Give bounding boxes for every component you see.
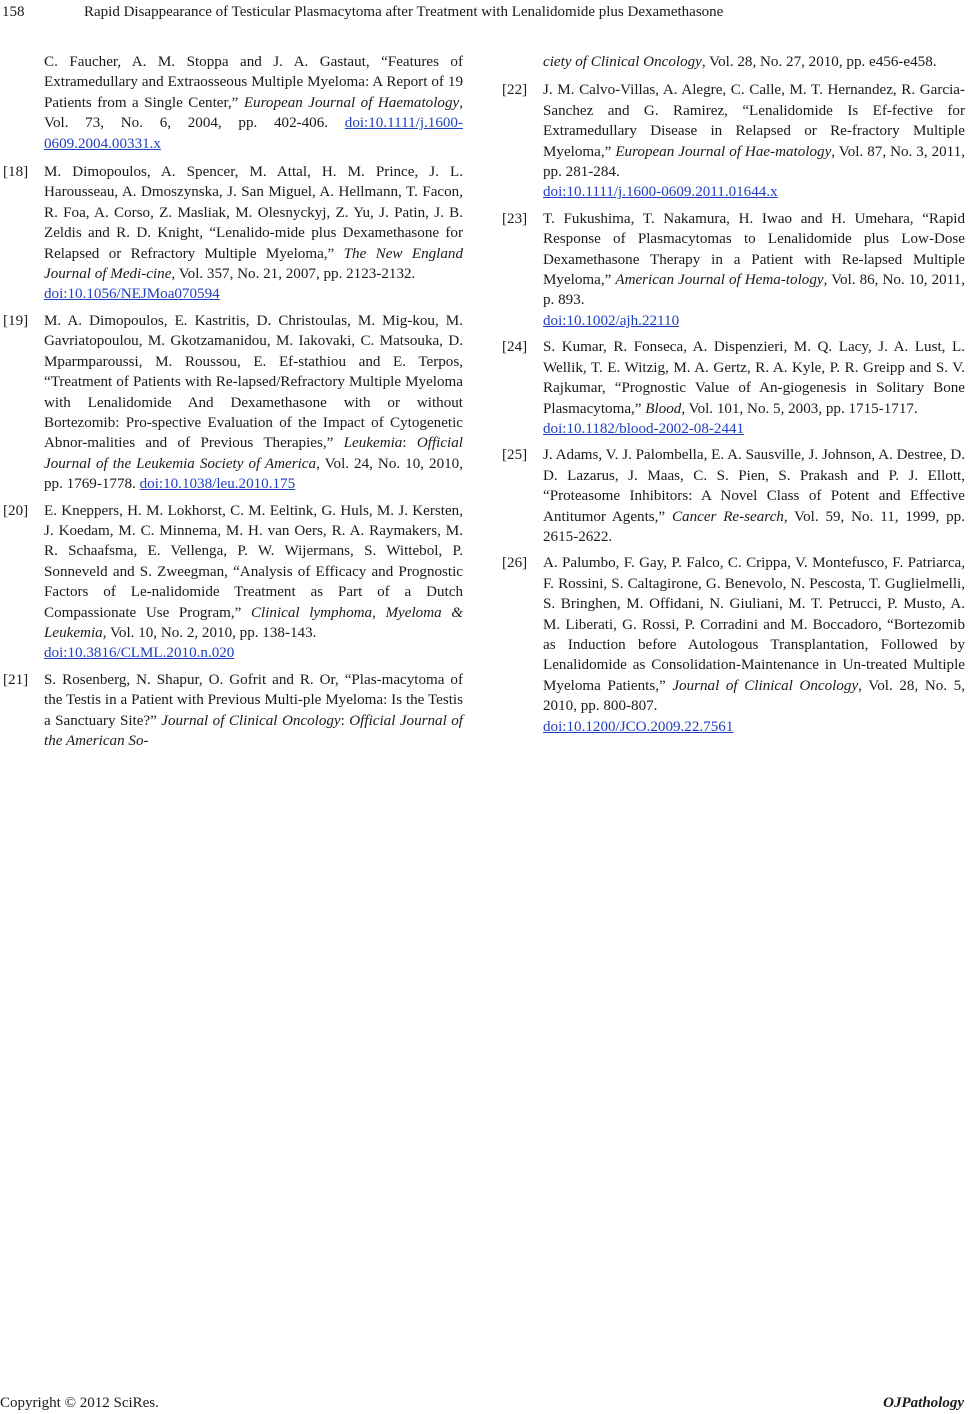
reference-17-continued: C. Faucher, A. M. Stoppa and J. A. Gastaut, “Features of Extramedullary and Extraosseous Multiple Myeloma: A Report of 19 Patients from a Single Center,” European Journal of Haematology, Vol. 73, No. 6, 2004, pp. 402-406. doi:10.1111/j.1600-0609.2004.00331.x	[44, 54, 463, 152]
reference-number: [22]	[502, 82, 528, 99]
copyright-notice: Copyright © 2012 SciRes.	[0, 1395, 159, 1411]
reference-22: [22] J. M. Calvo-Villas, A. Alegre, C. Calle, M. T. Hernandez, R. Garcia-Sanchez and G. Ramirez, “Lenalidomide Is Ef-fective for Extramedullary Disease in Relapsed or Re-fractory Multiple Myeloma,” European Journal of Hae-matology, Vol. 87, No. 3, 2011, pp. 281-284. doi:10.1111/j.1600-0609.2011.01644.x	[502, 82, 965, 201]
right-column	[502, 52, 965, 743]
reference-24: [24] S. Kumar, R. Fonseca, A. Dispenzieri, M. Q. Lacy, J. A. Lust, L. Wellik, T. E. Witzig, M. A. Gertz, R. A. Kyle, P. R. Greipp and S. V. Rajkumar, “Prognostic Value of An-giogenesis in Solitary Bone Plasmacytoma,” Blood, Vol. 101, No. 5, 2003, pp. 1715-1717. doi:10.1182/blood-2002-08-2441	[502, 339, 965, 437]
doi-link[interactable]: doi:10.3816/CLML.2010.n.020	[44, 645, 235, 662]
journal-name: Blood	[645, 400, 682, 417]
journal-name: Official Journal of the Leukemia Society of America	[44, 435, 463, 472]
journal-name-footer: OJPathology	[883, 1395, 964, 1411]
reference-number: [23]	[502, 210, 528, 227]
journal-name: Journal of Clinical Oncology	[161, 712, 341, 729]
running-title: Rapid Disappearance of Testicular Plasmacytoma after Treatment with Lenalidomide plus Dexamethasone	[84, 4, 724, 20]
reference-number: [18]	[3, 164, 29, 181]
doi-link[interactable]: doi:10.1111/j.1600-0609.2011.01644.x	[543, 184, 778, 201]
journal-name: Journal of Clinical Oncology	[672, 677, 859, 694]
journal-name: European Journal of Hae-matology	[615, 143, 832, 160]
reference-21-continued: ciety of Clinical Oncology, Vol. 28, No. 27, 2010, pp. e456-e458.	[543, 54, 937, 70]
reference-number: [25]	[502, 447, 528, 464]
page-footer	[0, 1393, 968, 1413]
page-number: 158	[2, 4, 25, 20]
journal-name: Clinical lymphoma	[250, 604, 373, 621]
journal-name: Myeloma & Leukemia	[44, 604, 463, 641]
journal-name: ciety of Clinical Oncology	[543, 54, 702, 70]
reference-number: [19]	[3, 312, 29, 329]
journal-name: Cancer Re-search	[671, 508, 784, 525]
doi-link[interactable]: doi:10.1182/blood-2002-08-2441	[543, 420, 745, 437]
doi-link[interactable]: doi:10.1002/ajh.22110	[543, 312, 680, 329]
journal-name: European Journal of Haematology	[243, 94, 460, 111]
journal-name: American Journal of Hema-tology	[615, 272, 824, 289]
left-column	[3, 52, 463, 757]
journal-name: The New England Journal of Medi-cine	[44, 245, 463, 283]
reference-18: [18] M. Dimopoulos, A. Spencer, M. Attal, H. M. Prince, J. L. Harousseau, A. Dmoszynska, J. San Miguel, A. Hellmann, T. Facon, R. Foa, A. Corso, Z. Masliak, M. Olesnyckyj, Z. Yu, J. Patin, J. B. Zeldis and R. D. Knight, “Lenalido-mide plus Dexamethasone for Relapsed or Refractory Multiple Myeloma,” The New England Journal of Medi-cine, Vol. 357, No. 21, 2007, pp. 2123-2132. doi:10.1056/NEJMoa070594	[3, 164, 463, 303]
reference-19: [19] M. A. Dimopoulos, E. Kastritis, D. Christoulas, M. Mig-kou, M. Gavriatopoulou, M. Gkotzamanidou, M. Iakovaki, C. Matsouka, D. Mparmparoussi, M. Roussou, E. Ef-stathiou and E. Terpos, “Treatment of Patients with Re-lapsed/Refractory Multiple Myeloma with Lenalidomide And Dexamethasone with or without Bortezomib: Pro-spective Evaluation of the Impact of Cytogenetic Abnor-malities and of Previous Therapies,” Leukemia: Official Journal of the Leukemia Society of America, Vol. 24, No. 10, 2010, pp. 1769-1778. doi:10.1038/leu.2010.175	[3, 312, 463, 493]
reference-number: [21]	[3, 671, 29, 688]
reference-number: [20]	[3, 502, 29, 519]
reference-23: [23] T. Fukushima, T. Nakamura, H. Iwao and H. Umehara, “Rapid Response of Plasmacytomas to Lenalidomide plus Low-Dose Dexamethasone Therapy in a Patient with Re-lapsed Multiple Myeloma,” American Journal of Hema-tology, Vol. 86, No. 10, 2011, p. 893. doi:10.1002/ajh.22110	[502, 210, 965, 329]
reference-number: [26]	[502, 555, 528, 572]
reference-26: [26] A. Palumbo, F. Gay, P. Falco, C. Crippa, V. Montefusco, F. Patriarca, F. Rossini, S. Caltagirone, G. Benevolo, N. Pescosta, T. Guglielmelli, S. Bringhen, M. Offidani, N. Giuliani, M. T. Petrucci, P. Musto, A. M. Liberati, G. Rossi, P. Corradini and M. Boccadoro, “Bortezomib as Induction before Autologous Transplantation, Followed by Lenalidomide as Consolidation-Maintenance in Un-treated Multiple Myeloma Patients,” Journal of Clinical Oncology, Vol. 28, No. 5, 2010, pp. 800-807. doi:10.1200/JCO.2009.22.7561	[502, 555, 965, 735]
doi-link[interactable]: doi:10.1038/leu.2010.175	[139, 476, 296, 493]
doi-link[interactable]: doi:10.1056/NEJMoa070594	[44, 286, 220, 303]
running-header	[0, 2, 968, 22]
reference-25: [25] J. Adams, V. J. Palombella, E. A. Sausville, J. Johnson, A. Destree, D. D. Lazarus, J. Maas, C. S. Pien, S. Prakash and P. J. Ellott, “Proteasome Inhibitors: A Novel Class of Potent and Effective Antitumor Agents,” Cancer Re-search, Vol. 59, No. 11, 1999, pp. 2615-2622.	[502, 447, 965, 545]
reference-number: [24]	[502, 339, 528, 356]
doi-link[interactable]: doi:10.1200/JCO.2009.22.7561	[543, 718, 734, 735]
journal-name: Official Journal of the American So-	[44, 712, 463, 749]
reference-20: [20] E. Kneppers, H. M. Lokhorst, C. M. Eeltink, G. Huls, M. J. Kersten, J. Koedam, M. C. Minnema, M. H. van Oers, R. A. Raymakers, M. R. Schaafsma, E. Vellenga, P. W. Wijermans, S. Wittebol, P. Sonneveld and S. Zweegman, “Analysis of Efficacy and Prognostic Factors of Le-nalidomide Treatment as Part of a Dutch Compassionate Use Program,” Clinical lymphoma, Myeloma & Leukemia, Vol. 10, No. 2, 2010, pp. 138-143. doi:10.3816/CLML.2010.n.020	[3, 502, 463, 662]
journal-name: Leukemia	[343, 435, 403, 452]
doi-link[interactable]: doi:10.1111/j.1600-0609.2004.00331.x	[44, 115, 463, 152]
reference-21: [21] S. Rosenberg, N. Shapur, O. Gofrit and R. Or, “Plas-macytoma of the Testis in a Patient with Previous Multi-ple Myeloma: Is the Testis a Sanctuary Site?” Journal of Clinical Oncology: Official Journal of the American So-	[3, 671, 463, 749]
